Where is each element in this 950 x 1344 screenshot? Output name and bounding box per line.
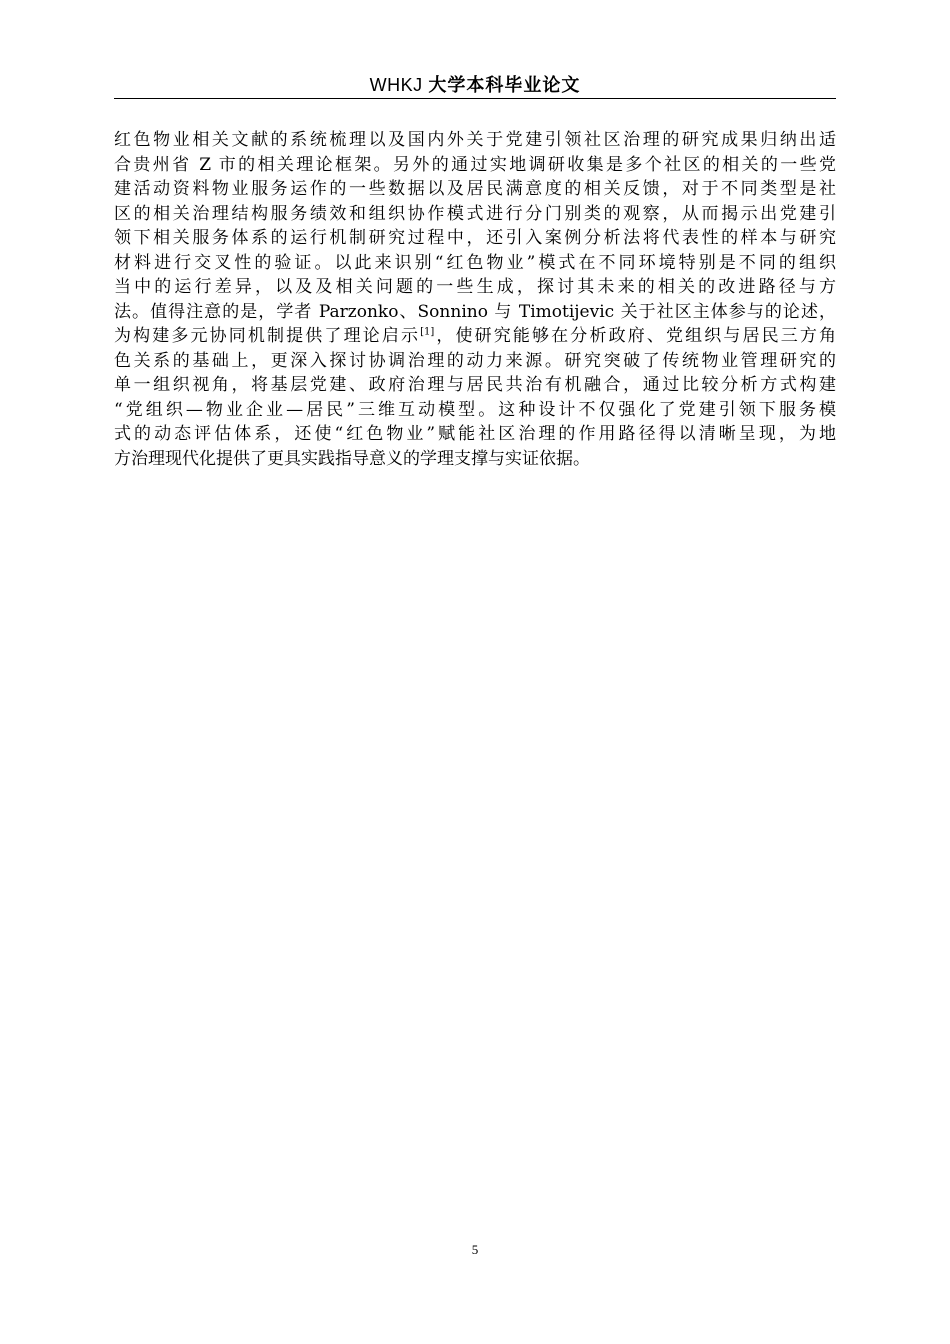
header-code: WHKJ [369, 75, 423, 95]
paragraph-line: 方治理现代化提供了更具实践指导意义的学理支撑与实证依据。 [114, 448, 590, 469]
page-number: 5 [471, 1242, 479, 1257]
paragraph-line: 合贵州省 Z 市的相关理论框架。另外的通过实地调研收集是多个社区的相关的一些党 [114, 154, 836, 175]
body-paragraph [114, 128, 836, 471]
line-text-after-citation: ，使研究能够在分析政府、党组织与居民三方角 [434, 326, 837, 346]
paragraph-line: 式的动态评估体系，还使“红色物业”赋能社区治理的作用路径得以清晰呈现，为地 [114, 424, 836, 444]
paragraph-line: 法。值得注意的是，学者 Parzonko、Sonnino 与 Timotijevic 关于社区主体参与的论述， [114, 301, 836, 322]
paragraph-line: 单一组织视角，将基层党建、政府治理与居民共治有机融合，通过比较分析方式构建 [114, 375, 836, 395]
paragraph-line: 领下相关服务体系的运行机制研究过程中，还引入案例分析法将代表性的样本与研究 [114, 228, 836, 248]
paragraph-line: 区的相关治理结构服务绩效和组织协作模式进行分门别类的观察，从而揭示出党建引 [114, 203, 836, 224]
paragraph-line: 材料进行交叉性的验证。以此来识别“红色物业”模式在不同环境特别是不同的组织 [114, 252, 836, 273]
citation-reference: [1] [420, 326, 435, 338]
page-header [114, 72, 836, 99]
paragraph-line: 色关系的基础上，更深入探讨协调治理的动力来源。研究突破了传统物业管理研究的 [114, 350, 836, 371]
paragraph-line-with-citation [114, 324, 836, 349]
paragraph-line: 红色物业相关文献的系统梳理以及国内外关于党建引领社区治理的研究成果归纳出适 [114, 130, 836, 150]
paragraph-line: 当中的运行差异，以及及相关问题的一些生成，探讨其未来的相关的改进路径与方 [114, 277, 836, 297]
header-title: 大学本科毕业论文 [428, 75, 581, 96]
paragraph-line: “党组织—物业企业—居民”三维互动模型。这种设计不仅强化了党建引领下服务模 [114, 399, 836, 420]
line-text-before-citation: 为构建多元协同机制提供了理论启示 [114, 326, 421, 346]
paragraph-line: 建活动资料物业服务运作的一些数据以及居民满意度的相关反馈，对于不同类型是社 [114, 179, 836, 199]
